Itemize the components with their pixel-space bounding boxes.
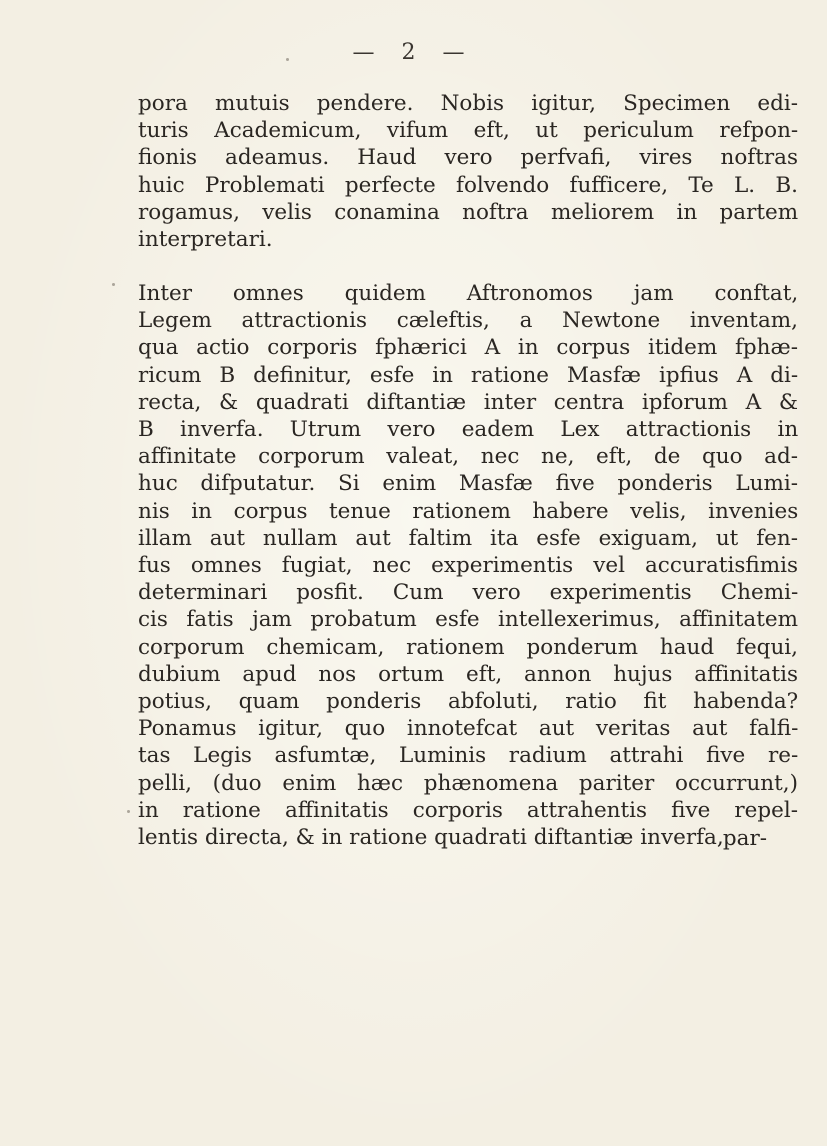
text-line: fus omnes fugiat, nec experimentis vel accuratisfimis — [138, 553, 798, 579]
text-line: lentis directa, & in ratione quadrati diftantiæ inverfa, — [138, 825, 724, 851]
text-line: illam aut nullam aut faltim ita esfe exiguam, ut fen- — [138, 525, 798, 551]
text-line: potius, quam ponderis abfoluti, ratio fit habenda? — [138, 689, 799, 715]
text-line: dubium apud nos ortum eft, annon hujus affinitatis — [138, 661, 798, 687]
paragraph-1 — [138, 90, 798, 253]
paragraph-2 — [138, 280, 798, 851]
text-line: ricum B definitur, esfe in ratione Masfæ ipfius A di- — [138, 362, 799, 388]
text-line: cis fatis jam probatum esfe intellexerimus, affinitatem — [138, 607, 798, 633]
text-line: determinari posfit. Cum vero experimentis Chemi- — [138, 580, 799, 606]
text-line: rogamus, velis conamina noftra meliorem in partem — [138, 199, 799, 225]
text-line: tas Legis asfumtæ, Luminis radium attrahi five re- — [138, 743, 799, 769]
text-line: huic Problemati perfecte folvendo fufficere, Te L. B. — [138, 172, 798, 198]
text-line: nis in corpus tenue rationem habere velis, invenies — [138, 498, 799, 524]
text-line: corporum chemicam, rationem ponderum haud fequi, — [138, 634, 798, 660]
text-line: Ponamus igitur, quo innotefcat aut veritas aut falfi- — [138, 716, 799, 742]
page-number-header: — 2 — — [352, 40, 475, 65]
text-line: huc difputatur. Si enim Masfæ five ponderis Lumi- — [138, 471, 799, 497]
text-line: fionis adeamus. Haud vero perfvafi, vires noftras — [138, 145, 798, 171]
paper-speck — [286, 58, 289, 61]
paper-speck — [127, 810, 130, 813]
text-line: Inter omnes quidem Aftronomos jam conftat, — [138, 281, 799, 306]
text-line: Legem attractionis cæleftis, a Newtone inventam, — [138, 308, 798, 334]
text-line: recta, & quadrati diftantiæ inter centra ipforum A & — [138, 389, 799, 415]
text-line: affinitate corporum valeat, nec ne, eft, de quo ad- — [138, 444, 798, 470]
text-line: qua actio corporis fphærici A in corpus itidem fphæ- — [138, 335, 798, 361]
text-line: pora mutuis pendere. Nobis igitur, Specimen edi- — [138, 91, 798, 116]
paper-speck — [112, 283, 115, 286]
text-line: interpretari. — [138, 227, 273, 253]
text-line: in ratione affinitatis corporis attrahentis five repel- — [138, 797, 798, 823]
text-line: pelli, (duo enim hæc phænomena pariter occurrunt,) — [138, 770, 798, 796]
text-line: B inverfa. Utrum vero eadem Lex attractionis in — [138, 417, 799, 443]
text-line: turis Academicum, vifum eft, ut periculum refpon- — [138, 118, 799, 144]
catchword: par- — [722, 826, 767, 851]
